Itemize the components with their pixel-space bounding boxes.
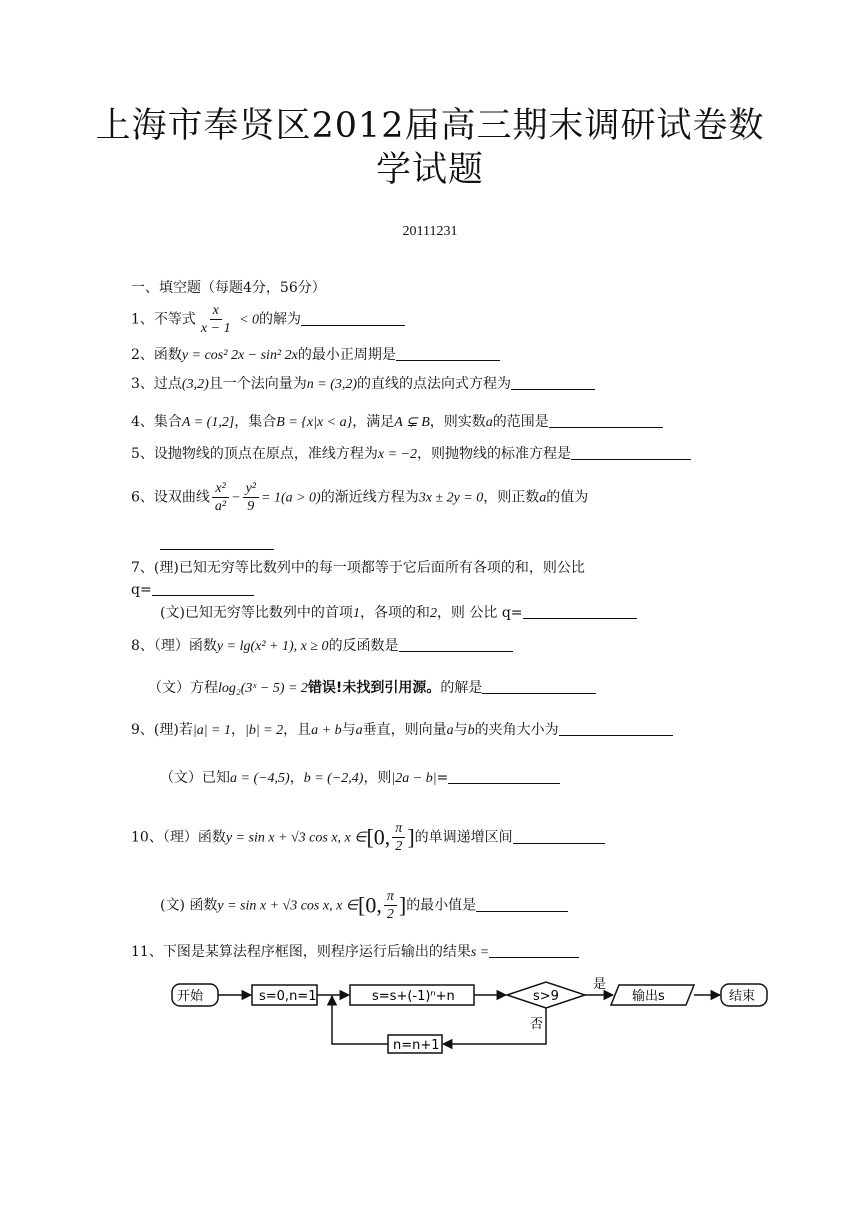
section-heading: 一、填空题（每题4分，56分） — [131, 280, 326, 296]
question-5: 5、设抛物线的顶点在原点，准线方程为x = −2，则抛物线的标准方程是 — [131, 444, 691, 465]
answer-blank[interactable] — [396, 346, 500, 361]
question-2: 2、函数y = cos² 2x − sin² 2x的最小正周期是 — [131, 345, 500, 366]
no-label: 否 — [530, 1017, 544, 1032]
answer-blank[interactable] — [489, 943, 579, 958]
normal-vector: n = (3,2) — [306, 377, 358, 392]
yes-label: 是 — [593, 977, 607, 992]
fraction: $\frac{\text{x²}}{\text{a²}}$ — [212, 480, 229, 515]
answer-blank[interactable] — [482, 679, 596, 694]
exam-date: 20111231 — [402, 224, 458, 239]
question-7-wen: (文)已知无穷等比数列中的首项1，各项的和2，则 公比 q= — [160, 603, 637, 624]
answer-blank[interactable] — [523, 604, 637, 619]
answer-blank[interactable] — [549, 413, 663, 428]
question-9-wen: （文）已知a = (−4,5)，b = (−2,4)，则|2a − b|= — [160, 768, 560, 789]
question-6-blank — [160, 534, 274, 554]
init-label: s=0,n=1 — [259, 989, 317, 1004]
question-11: 11、下图是某算法程序框图，则程序运行后输出的结果s = — [131, 942, 579, 963]
answer-blank[interactable] — [301, 311, 405, 326]
answer-blank[interactable] — [448, 769, 560, 784]
answer-blank[interactable] — [559, 721, 673, 736]
question-7-li: 7、(理)已知无穷等比数列中的每一项都等于它后面所有各项的和，则公比 — [131, 560, 585, 576]
question-8-li: 8、（理）函数y = lg(x² + 1), x ≥ 0的反函数是 — [131, 636, 513, 657]
increment-label: n=n+1 — [393, 1038, 440, 1053]
question-7-li-answer: q= — [131, 580, 254, 600]
answer-blank[interactable] — [399, 637, 513, 652]
end-label: 结束 — [729, 989, 756, 1004]
question-10-wen: (文) 函数y = sin x + √3 cos x, x ∈[0, $\frac{\pi}{2}$ ]的最小值是 — [160, 888, 568, 923]
answer-blank[interactable] — [476, 897, 568, 912]
answer-blank[interactable] — [513, 829, 605, 844]
fraction: $\frac{\text{y²}}{9}$ — [243, 480, 259, 515]
answer-blank[interactable] — [511, 375, 595, 390]
answer-blank[interactable] — [152, 581, 254, 596]
output-label: 输出s — [632, 989, 665, 1004]
update-label: s=s+(-1)ⁿ+n — [372, 989, 455, 1004]
fraction: $\frac{\pi}{2}$ — [392, 820, 405, 855]
fraction: $\frac{x}{x - 1}$ — [200, 303, 231, 336]
question-3: 3、过点(3,2)且一个法向量为n = (3,2)的直线的点法向式方程为 — [131, 374, 595, 395]
flowchart — [160, 972, 780, 1062]
start-label: 开始 — [177, 989, 204, 1004]
condition-label: s>9 — [533, 989, 559, 1004]
question-10-li: 10、（理）函数y = sin x + √3 cos x, x ∈[0, $\frac{\pi}{2}$ ]的单调递增区间 — [131, 820, 605, 855]
question-1: 1、不等式 $\frac{x}{x - 1}$ < 0的解为 — [131, 302, 405, 337]
question-9-li: 9、(理)若|a| = 1，|b| = 2，且a + b与a垂直，则向量a与b的夹角大小为 — [131, 720, 673, 741]
fraction: $\frac{\pi}{2}$ — [384, 888, 397, 923]
answer-blank[interactable] — [160, 535, 274, 550]
reference-error: 错误!未找到引用源。 — [307, 680, 441, 696]
question-6: 6、设双曲线 $\frac{\text{x²}}{\text{a²}}$ − $\frac{\text{y²}}{9}$ = 1(a > 0)的渐近线方程为3x ± 2y = 0，则正数a的值为 — [131, 481, 589, 514]
question-4: 4、集合A = (1,2]，集合B = {x|x < a}，满足A ⊊ B，则实数a的范围是 — [131, 412, 663, 433]
page-title-line2: 学试题 — [375, 150, 484, 190]
page-title-line1: 上海市奉贤区2012届高三期末调研试卷数 — [95, 106, 765, 146]
question-8-wen: （文）方程log₂(3ˣ − 5) = 2错误!未找到引用源。的解是 — [148, 678, 596, 699]
answer-blank[interactable] — [571, 445, 691, 460]
